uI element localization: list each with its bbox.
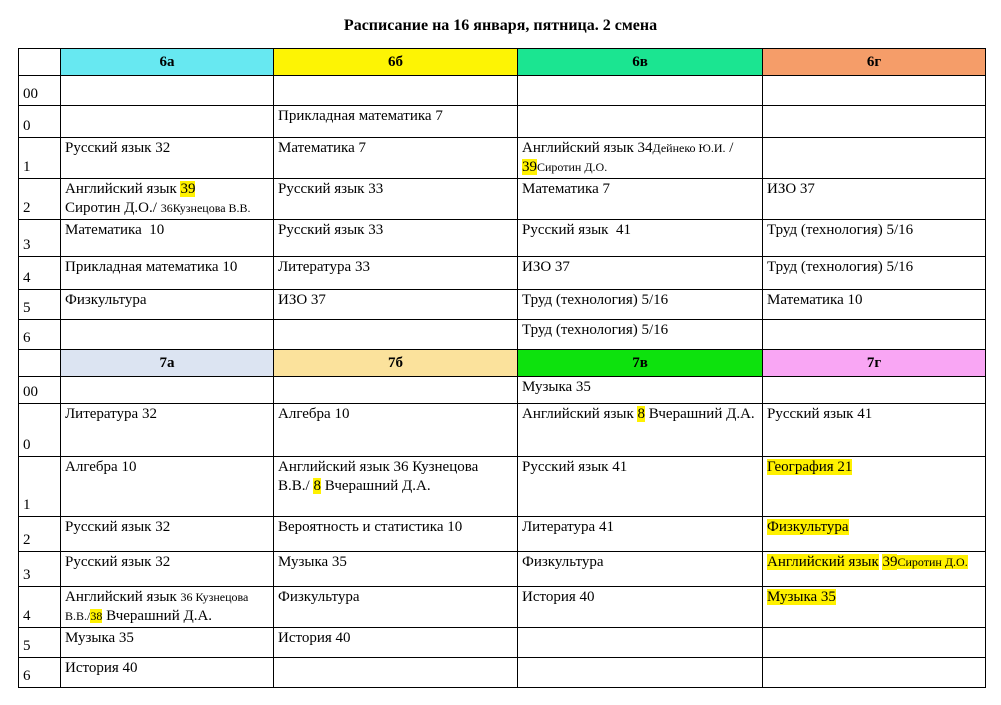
period-label: 2 bbox=[19, 179, 61, 220]
lesson-text: Алгебра 10 bbox=[278, 406, 350, 422]
period-label: 3 bbox=[19, 552, 61, 587]
schedule-row bbox=[19, 320, 986, 350]
schedule-row bbox=[19, 658, 986, 688]
lesson-text: Прикладная математика 10 bbox=[65, 259, 238, 275]
lesson-cell-6б-p5 bbox=[274, 290, 518, 320]
period-label: 6 bbox=[19, 320, 61, 350]
lesson-text: Прикладная математика 7 bbox=[278, 108, 443, 124]
lesson-cell-6а-p00 bbox=[61, 76, 274, 106]
lesson-text: Вчерашний Д.А. bbox=[320, 478, 431, 494]
lesson-text: В.В./ bbox=[65, 609, 91, 623]
lesson-text: Математика 10 bbox=[65, 222, 165, 238]
page-title: Расписание на 16 января, пятница. 2 смена bbox=[343, 17, 658, 34]
lesson-text: История 40 bbox=[522, 589, 595, 605]
lesson-text: Английский язык 34 bbox=[522, 140, 653, 156]
lesson-text: 36 Кузнецова bbox=[180, 590, 249, 604]
highlighted-text: 38 bbox=[90, 609, 103, 623]
lesson-cell-6г-p6 bbox=[763, 320, 986, 350]
schedule-row bbox=[19, 457, 986, 517]
period-label: 1 bbox=[19, 457, 61, 517]
period-label: 00 bbox=[19, 76, 61, 106]
lesson-text: Физкультура bbox=[522, 554, 604, 570]
lesson-cell-6г-p00 bbox=[763, 76, 986, 106]
schedule-row bbox=[19, 377, 986, 404]
lesson-text: Русский язык 41 bbox=[522, 459, 628, 475]
class-header-row-grade-6 bbox=[19, 49, 986, 76]
lesson-cell-7б-p1 bbox=[274, 457, 518, 517]
schedule-row bbox=[19, 552, 986, 587]
lesson-cell-6б-p6 bbox=[274, 320, 518, 350]
lesson-cell-7б-p6 bbox=[274, 658, 518, 688]
lesson-cell-7а-p2 bbox=[61, 517, 274, 552]
lesson-cell-7в-p1 bbox=[518, 457, 763, 517]
lesson-cell-7в-p3 bbox=[518, 552, 763, 587]
lesson-cell-7г-p0 bbox=[763, 404, 986, 457]
lesson-text: Алгебра 10 bbox=[65, 459, 137, 475]
lesson-cell-7г-p2 bbox=[763, 517, 986, 552]
lesson-cell-6б-p3 bbox=[274, 220, 518, 257]
lesson-text: Музыка 35 bbox=[522, 379, 591, 395]
lesson-cell-6б-p1 bbox=[274, 138, 518, 179]
lesson-cell-7г-p5 bbox=[763, 628, 986, 658]
lesson-cell-6а-p2 bbox=[61, 179, 274, 220]
lesson-text: Дейнеко Ю.И. bbox=[652, 141, 726, 155]
lesson-text: Английский язык 36 Кузнецова В.В./ bbox=[278, 459, 483, 494]
highlighted-text: Английский язык bbox=[767, 554, 879, 570]
class-header-grade-6-3: 6г bbox=[763, 49, 986, 76]
lesson-cell-7в-p0 bbox=[518, 404, 763, 457]
lesson-cell-6в-p4 bbox=[518, 257, 763, 290]
lesson-text: Физкультура bbox=[65, 292, 147, 308]
lesson-cell-7а-p4 bbox=[61, 587, 274, 628]
lesson-text: Музыка 35 bbox=[65, 630, 134, 646]
highlighted-text: Сиротин Д.О. bbox=[897, 555, 968, 569]
highlighted-text: 8 bbox=[637, 406, 645, 422]
lesson-cell-7в-p6 bbox=[518, 658, 763, 688]
lesson-cell-6в-p6 bbox=[518, 320, 763, 350]
class-header-grade-6-0: 6а bbox=[61, 49, 274, 76]
lesson-text: Сиротин Д.О./ bbox=[65, 200, 161, 216]
lesson-text: Вчерашний Д.А. bbox=[102, 608, 213, 624]
lesson-text: Русский язык 41 bbox=[522, 222, 631, 238]
period-label: 4 bbox=[19, 587, 61, 628]
lesson-cell-6в-p2 bbox=[518, 179, 763, 220]
lesson-text: Русский язык 33 bbox=[278, 222, 384, 238]
lesson-cell-6в-p00 bbox=[518, 76, 763, 106]
lesson-text: Литература 41 bbox=[522, 519, 614, 535]
highlighted-text: 39 bbox=[180, 181, 196, 197]
lesson-text: Английский язык bbox=[65, 181, 181, 197]
lesson-text: Русский язык 32 bbox=[65, 140, 171, 156]
period-label: 6 bbox=[19, 658, 61, 688]
lesson-cell-7б-p5 bbox=[274, 628, 518, 658]
lesson-text: Труд (технология) 5/16 bbox=[522, 292, 669, 308]
lesson-cell-6б-p00 bbox=[274, 76, 518, 106]
period-label: 0 bbox=[19, 404, 61, 457]
lesson-cell-7б-p0 bbox=[274, 404, 518, 457]
lesson-cell-6а-p3 bbox=[61, 220, 274, 257]
schedule-row bbox=[19, 138, 986, 179]
lesson-cell-7в-p5 bbox=[518, 628, 763, 658]
schedule-row bbox=[19, 106, 986, 138]
lesson-cell-7г-p00 bbox=[763, 377, 986, 404]
lesson-text: ИЗО 37 bbox=[278, 292, 326, 308]
lesson-cell-7г-p6 bbox=[763, 658, 986, 688]
lesson-text: Труд (технология) 5/16 bbox=[767, 259, 914, 275]
lesson-cell-6г-p1 bbox=[763, 138, 986, 179]
lesson-text: Русский язык 32 bbox=[65, 519, 171, 535]
lesson-cell-6в-p1 bbox=[518, 138, 763, 179]
lesson-cell-7а-p5 bbox=[61, 628, 274, 658]
lesson-text: Русский язык 33 bbox=[278, 181, 384, 197]
lesson-text: 36Кузнецова В.В. bbox=[160, 201, 251, 215]
lesson-cell-6а-p4 bbox=[61, 257, 274, 290]
highlighted-text: Физкультура bbox=[767, 519, 849, 535]
lesson-cell-6г-p4 bbox=[763, 257, 986, 290]
lesson-cell-7б-p2 bbox=[274, 517, 518, 552]
lesson-cell-7г-p1 bbox=[763, 457, 986, 517]
lesson-cell-7г-p4 bbox=[763, 587, 986, 628]
lesson-cell-6г-p5 bbox=[763, 290, 986, 320]
lesson-cell-7а-p6 bbox=[61, 658, 274, 688]
lesson-cell-6б-p0 bbox=[274, 106, 518, 138]
lesson-text: Математика 7 bbox=[278, 140, 367, 156]
period-column-header bbox=[19, 350, 61, 377]
lesson-cell-7а-p0 bbox=[61, 404, 274, 457]
lesson-text: / bbox=[725, 140, 734, 156]
class-header-grade-7-1: 7б bbox=[274, 350, 518, 377]
lesson-text: Труд (технология) 5/16 bbox=[522, 322, 669, 338]
period-label: 00 bbox=[19, 377, 61, 404]
highlighted-text: Музыка 35 bbox=[767, 589, 836, 605]
schedule-row bbox=[19, 587, 986, 628]
schedule-row bbox=[19, 179, 986, 220]
lesson-text: Английский язык bbox=[522, 406, 638, 422]
period-column-header bbox=[19, 49, 61, 76]
lesson-cell-6в-p3 bbox=[518, 220, 763, 257]
lesson-text: История 40 bbox=[278, 630, 351, 646]
period-label: 5 bbox=[19, 290, 61, 320]
period-label: 4 bbox=[19, 257, 61, 290]
lesson-text: Вероятность и статистика 10 bbox=[278, 519, 463, 535]
period-label: 2 bbox=[19, 517, 61, 552]
lesson-cell-6а-p5 bbox=[61, 290, 274, 320]
lesson-cell-6в-p5 bbox=[518, 290, 763, 320]
lesson-text: ИЗО 37 bbox=[522, 259, 570, 275]
lesson-text: История 40 bbox=[65, 660, 138, 676]
highlighted-text: География 21 bbox=[767, 459, 853, 475]
lesson-cell-6б-p4 bbox=[274, 257, 518, 290]
lesson-text: Музыка 35 bbox=[278, 554, 347, 570]
lesson-text: Вчерашний Д.А. bbox=[644, 406, 755, 422]
schedule-row bbox=[19, 517, 986, 552]
schedule-row bbox=[19, 290, 986, 320]
class-header-grade-7-3: 7г bbox=[763, 350, 986, 377]
period-label: 0 bbox=[19, 106, 61, 138]
lesson-cell-7а-p3 bbox=[61, 552, 274, 587]
lesson-cell-7а-p1 bbox=[61, 457, 274, 517]
lesson-text: Русский язык 41 bbox=[767, 406, 873, 422]
lesson-cell-7в-p4 bbox=[518, 587, 763, 628]
lesson-cell-7а-p00 bbox=[61, 377, 274, 404]
period-label: 5 bbox=[19, 628, 61, 658]
schedule-row bbox=[19, 220, 986, 257]
schedule-row bbox=[19, 76, 986, 106]
class-header-grade-7-2: 7в bbox=[518, 350, 763, 377]
lesson-cell-6а-p1 bbox=[61, 138, 274, 179]
class-header-grade-6-2: 6в bbox=[518, 49, 763, 76]
lesson-text: Английский язык bbox=[65, 589, 181, 605]
lesson-text: Литература 33 bbox=[278, 259, 370, 275]
lesson-text: Русский язык 32 bbox=[65, 554, 171, 570]
lesson-cell-7в-p2 bbox=[518, 517, 763, 552]
lesson-cell-6г-p0 bbox=[763, 106, 986, 138]
class-header-grade-7-0: 7а bbox=[61, 350, 274, 377]
lesson-cell-7б-p4 bbox=[274, 587, 518, 628]
lesson-text: Труд (технология) 5/16 bbox=[767, 222, 914, 238]
lesson-cell-6г-p2 bbox=[763, 179, 986, 220]
lesson-text: Литература 32 bbox=[65, 406, 157, 422]
lesson-text: Физкультура bbox=[278, 589, 360, 605]
lesson-cell-6а-p6 bbox=[61, 320, 274, 350]
lesson-text: Сиротин Д.О. bbox=[537, 160, 608, 174]
class-header-row-grade-7 bbox=[19, 350, 986, 377]
lesson-cell-7в-p00 bbox=[518, 377, 763, 404]
schedule-row bbox=[19, 404, 986, 457]
lesson-cell-6в-p0 bbox=[518, 106, 763, 138]
highlighted-text: 8 bbox=[313, 478, 321, 494]
schedule-row bbox=[19, 628, 986, 658]
period-label: 1 bbox=[19, 138, 61, 179]
lesson-cell-6г-p3 bbox=[763, 220, 986, 257]
lesson-text: Математика 10 bbox=[767, 292, 863, 308]
highlighted-text: 39 bbox=[882, 554, 898, 570]
lesson-cell-6а-p0 bbox=[61, 106, 274, 138]
lesson-text: Математика 7 bbox=[522, 181, 611, 197]
lesson-cell-6б-p2 bbox=[274, 179, 518, 220]
class-header-grade-6-1: 6б bbox=[274, 49, 518, 76]
schedule-row bbox=[19, 257, 986, 290]
highlighted-text: 39 bbox=[522, 159, 537, 175]
period-label: 3 bbox=[19, 220, 61, 257]
lesson-cell-7б-p00 bbox=[274, 377, 518, 404]
lesson-cell-7г-p3 bbox=[763, 552, 986, 587]
lesson-text: ИЗО 37 bbox=[767, 181, 815, 197]
lesson-cell-7б-p3 bbox=[274, 552, 518, 587]
schedule-table bbox=[18, 48, 986, 688]
